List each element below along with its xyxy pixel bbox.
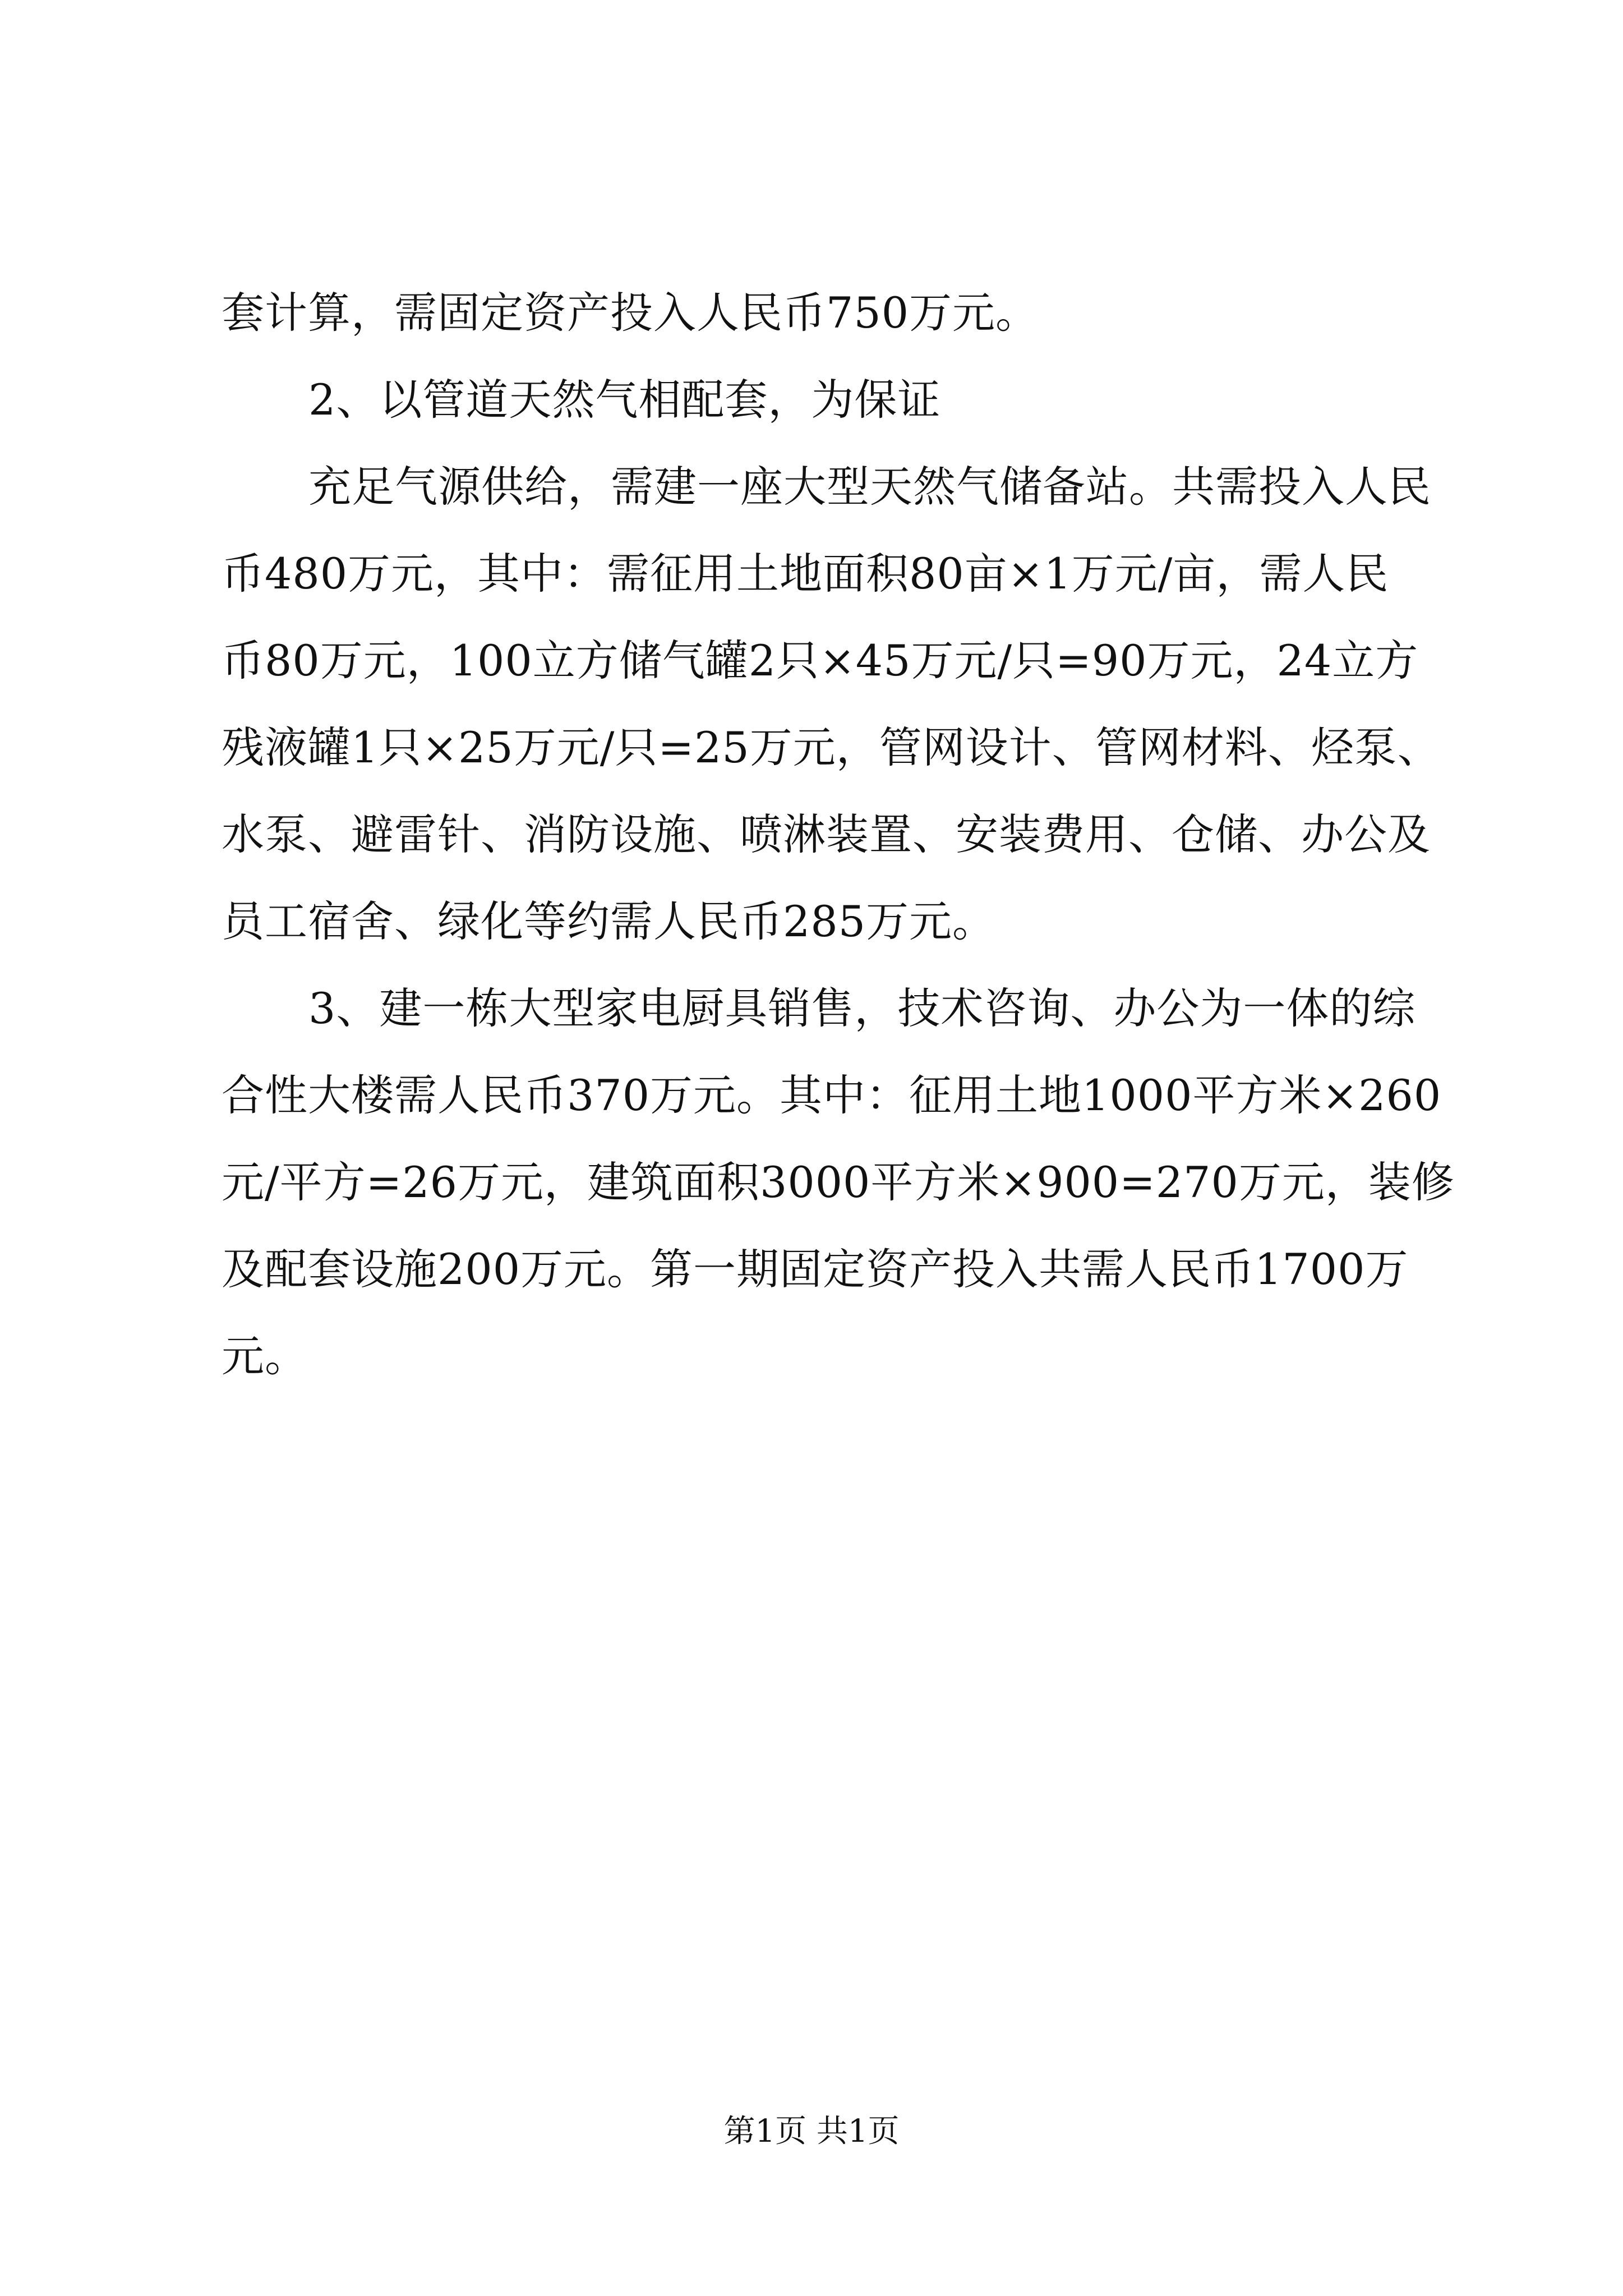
text-line: 及配套设施200万元。第一期固定资产投入共需人民币1700万 [222,1244,1409,1294]
text-line: 员工宿舍、绿化等约需人民币285万元。 [222,896,996,946]
text-line: 元。 [222,1331,308,1381]
text-line: 水泵、避雷针、消防设施、喷淋装置、安装费用、仓储、办公及 [222,809,1431,859]
text-line: 残液罐1只×25万元/只=25万元，管网设计、管网材料、烃泵、 [222,723,1441,772]
text-line: 元/平方=26万元，建筑面积3000平方米×900=270万元，装修 [222,1157,1455,1207]
document-body [222,269,1455,1400]
text-line: 币80万元，100立方储气罐2只×45万元/只=90万元，24立方 [222,636,1419,685]
text-line: 套计算，需固定资产投入人民币750万元。 [222,288,1039,338]
text-line: 2、以管道天然气相配套，为保证 [308,375,941,425]
text-line: 充足气源供给，需建一座大型天然气储备站。共需投入人民 [308,462,1431,512]
page-number-label: 第1页 共1页 [723,2113,900,2150]
text-line: 币480万元，其中：需征用土地面积80亩×1万元/亩，需人民 [222,549,1389,599]
text-line: 3、建一栋大型家电厨具销售，技术咨询、办公为一体的综 [308,983,1416,1033]
text-line: 合性大楼需人民币370万元。其中：征用土地1000平方米×260 [222,1070,1442,1120]
page-footer [0,2109,1623,2154]
